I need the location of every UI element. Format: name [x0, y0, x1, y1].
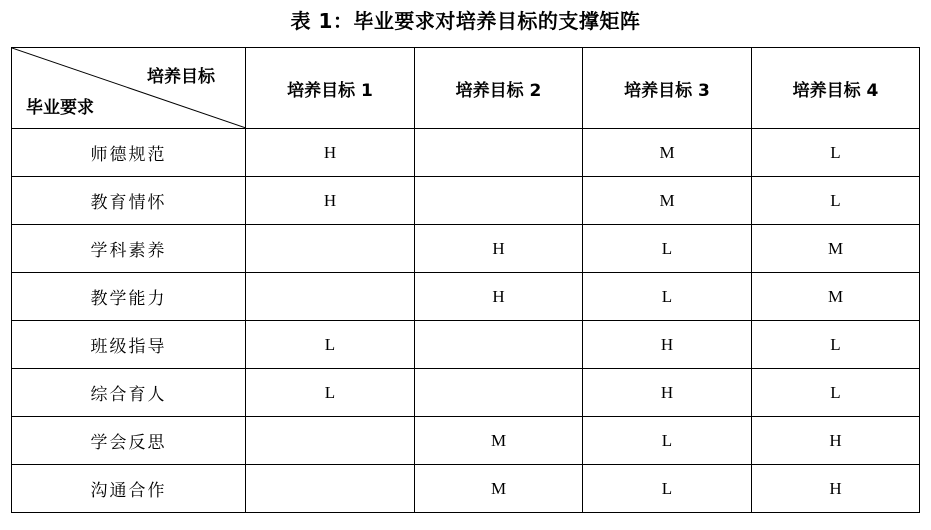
support-level-cell: H: [246, 177, 415, 225]
support-level-cell: H: [583, 321, 752, 369]
header-row: [12, 48, 920, 129]
table-row: [12, 273, 920, 321]
support-level-cell: L: [752, 129, 920, 177]
support-level-cell: [415, 177, 583, 225]
column-header-goal-1: 培养目标 1: [246, 48, 415, 129]
support-level-cell: L: [583, 465, 752, 513]
support-level-cell: H: [415, 273, 583, 321]
row-header-requirement: 教育情怀: [12, 177, 246, 225]
diagonal-corner-header: [12, 48, 246, 129]
row-header-requirement: 学科素养: [12, 225, 246, 273]
support-matrix-table: [11, 47, 920, 513]
support-level-cell: L: [583, 273, 752, 321]
row-header-requirement: 学会反思: [12, 417, 246, 465]
column-header-goal-4: 培养目标 4: [752, 48, 920, 129]
table-row: [12, 417, 920, 465]
support-level-cell: [246, 273, 415, 321]
table-row: [12, 369, 920, 417]
row-header-requirement: 沟通合作: [12, 465, 246, 513]
support-level-cell: L: [583, 417, 752, 465]
support-level-cell: [415, 321, 583, 369]
support-level-cell: [415, 129, 583, 177]
support-level-cell: M: [415, 417, 583, 465]
table-row: [12, 465, 920, 513]
row-header-requirement: 综合育人: [12, 369, 246, 417]
support-level-cell: M: [752, 225, 920, 273]
support-level-cell: M: [583, 129, 752, 177]
table-caption: 表 1：毕业要求对培养目标的支撑矩阵: [290, 9, 641, 33]
column-header-goal-3: 培养目标 3: [583, 48, 752, 129]
support-level-cell: M: [583, 177, 752, 225]
table-row: [12, 177, 920, 225]
row-header-requirement: 教学能力: [12, 273, 246, 321]
support-level-cell: M: [415, 465, 583, 513]
row-header-requirement: 师德规范: [12, 129, 246, 177]
support-level-cell: [246, 225, 415, 273]
corner-label-goals: 培养目标: [147, 67, 215, 87]
support-level-cell: L: [752, 321, 920, 369]
table-row: [12, 129, 920, 177]
support-level-cell: L: [752, 177, 920, 225]
support-level-cell: L: [583, 225, 752, 273]
support-level-cell: L: [246, 369, 415, 417]
support-level-cell: H: [752, 465, 920, 513]
support-level-cell: H: [246, 129, 415, 177]
support-level-cell: M: [752, 273, 920, 321]
support-level-cell: H: [583, 369, 752, 417]
support-level-cell: [415, 369, 583, 417]
support-level-cell: [246, 465, 415, 513]
column-header-goal-2: 培养目标 2: [415, 48, 583, 129]
support-level-cell: H: [415, 225, 583, 273]
corner-label-requirements: 毕业要求: [26, 98, 94, 118]
support-level-cell: [246, 417, 415, 465]
table-row: [12, 321, 920, 369]
support-level-cell: L: [752, 369, 920, 417]
support-level-cell: L: [246, 321, 415, 369]
table-row: [12, 225, 920, 273]
row-header-requirement: 班级指导: [12, 321, 246, 369]
support-level-cell: H: [752, 417, 920, 465]
